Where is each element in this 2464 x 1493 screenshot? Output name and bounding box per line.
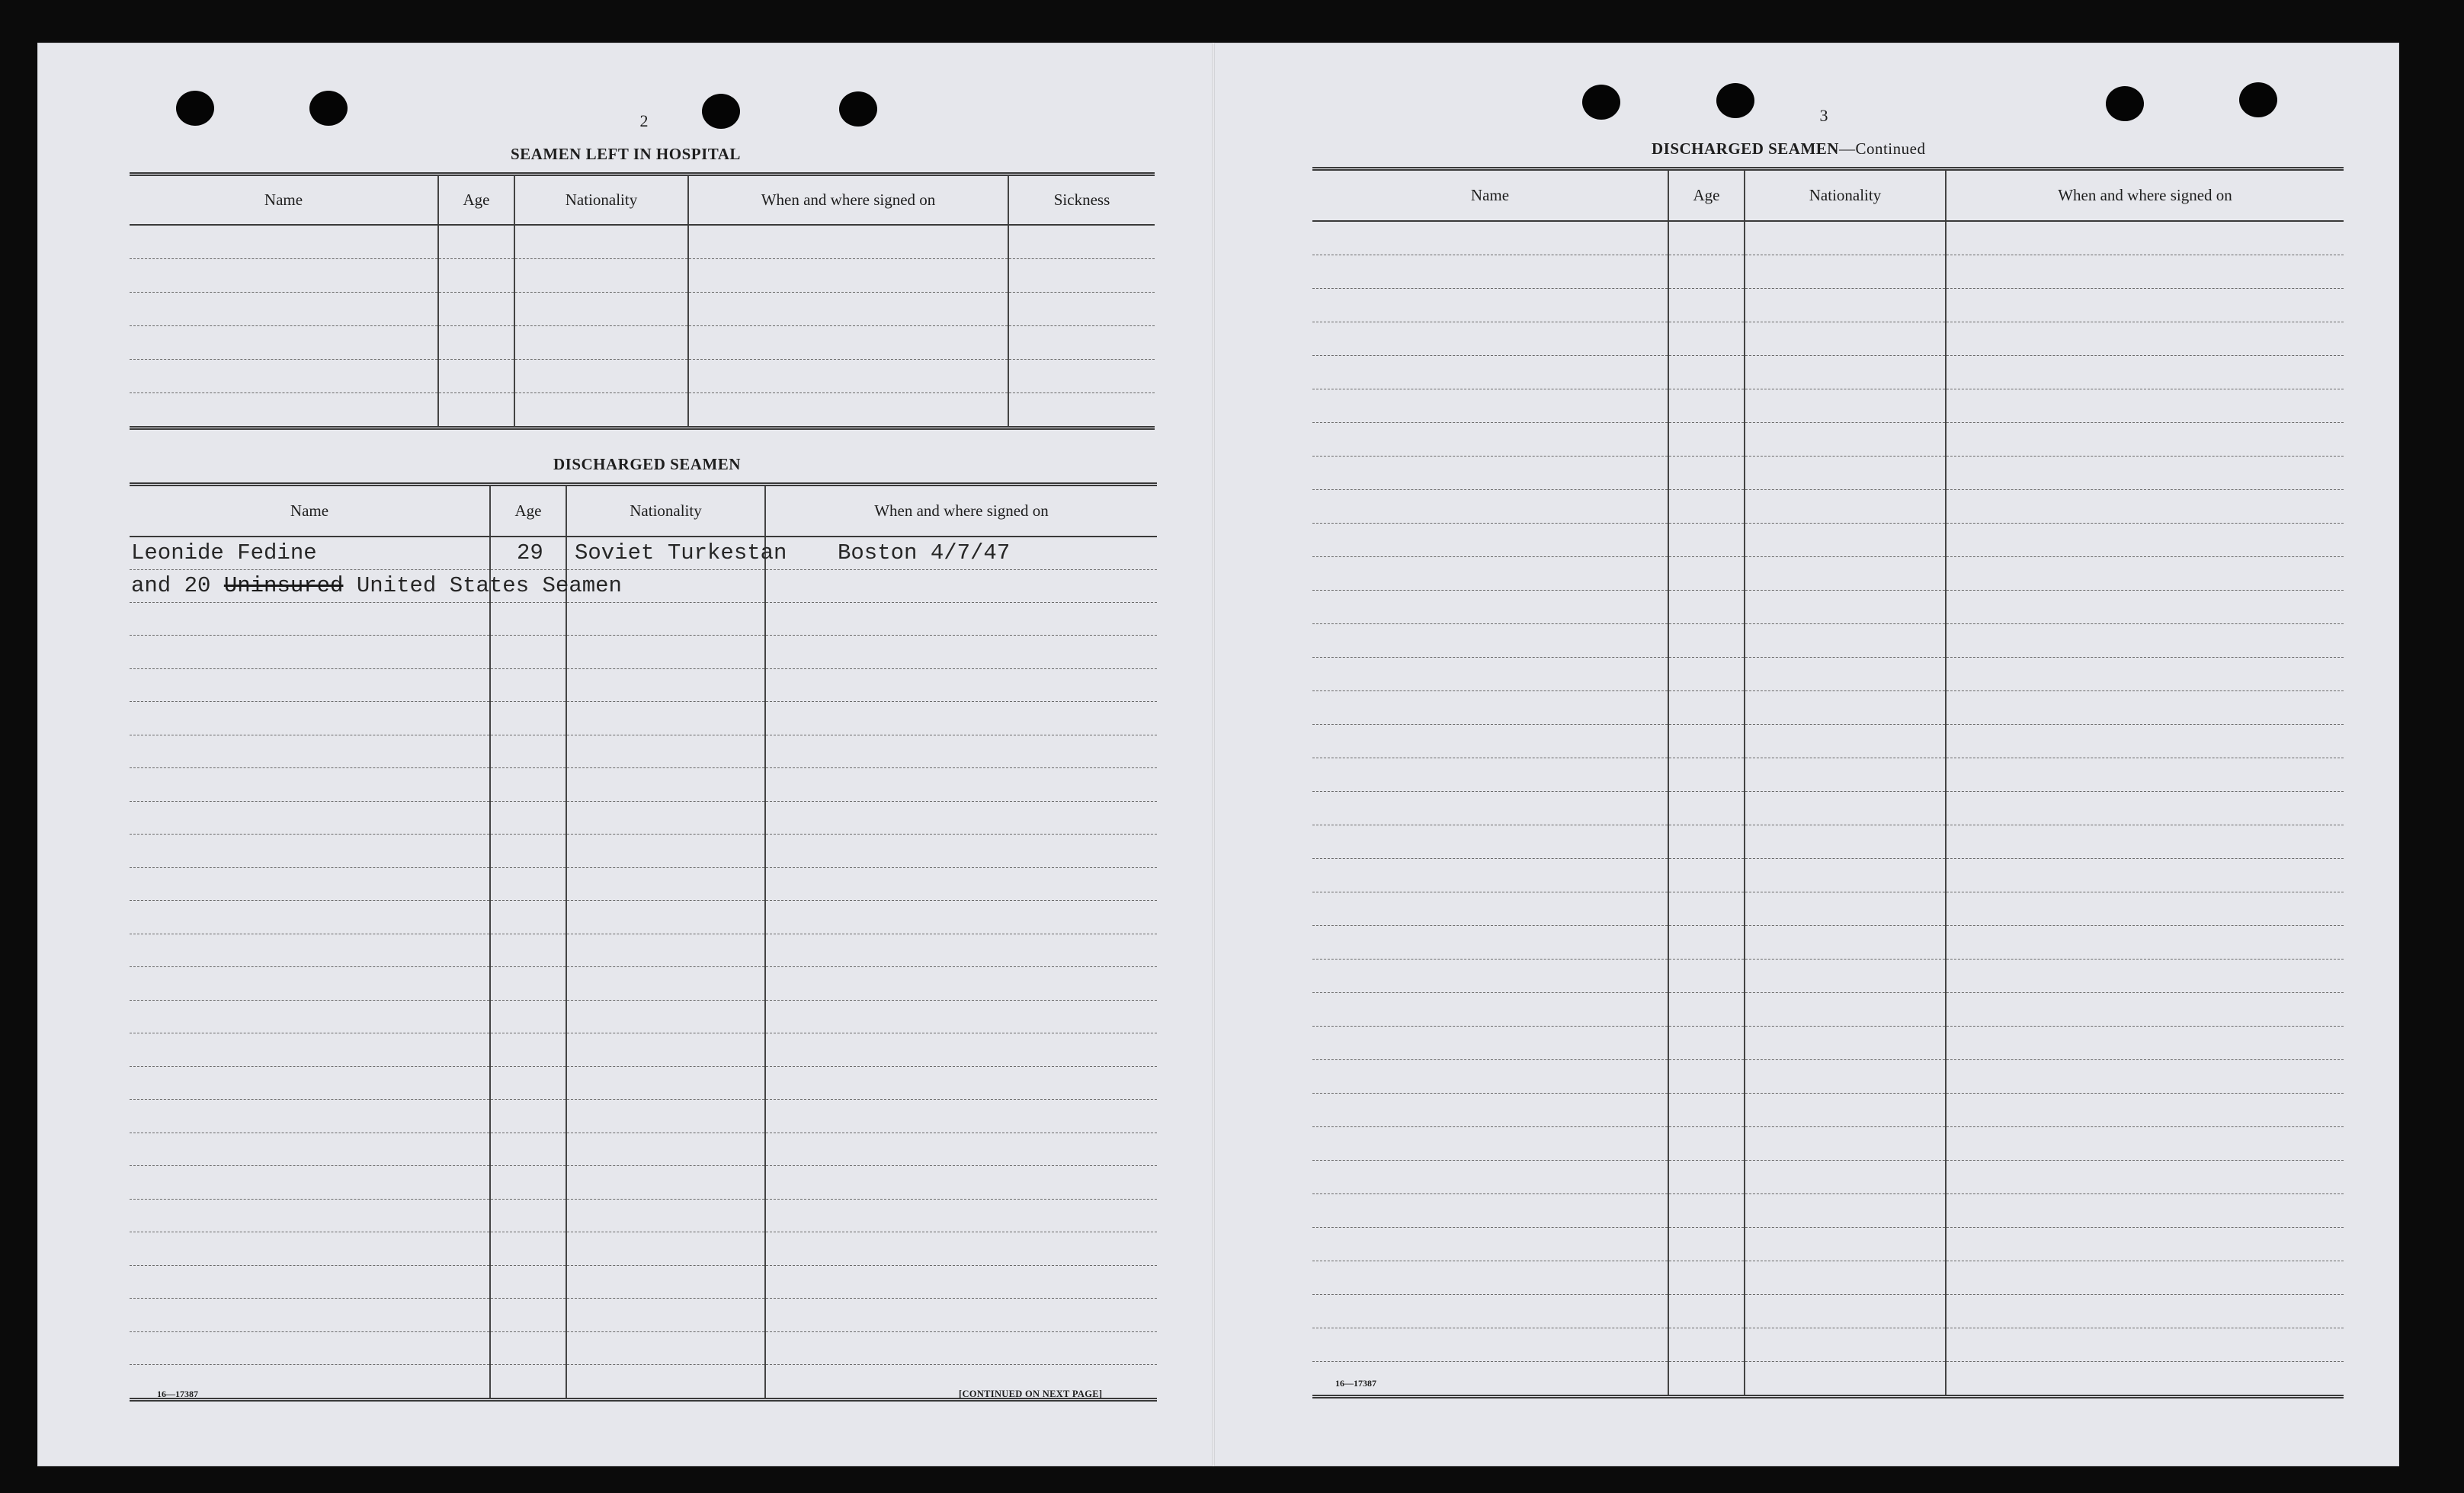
table-row <box>1312 623 2344 657</box>
col-header-nationality: Nationality <box>566 485 765 537</box>
seaman-signed-on: Boston 4/7/47 <box>838 540 1011 565</box>
page-number: 2 <box>639 111 649 130</box>
table-row <box>130 1066 1157 1100</box>
table-row <box>1312 1093 2344 1126</box>
table-row <box>130 537 1157 570</box>
table-row <box>1312 825 2344 858</box>
punch-hole <box>702 94 740 129</box>
col-header-name: Name <box>130 485 490 537</box>
table-row <box>1312 1059 2344 1093</box>
hospital-table <box>130 172 1155 430</box>
seaman-nationality: Soviet Turkestan <box>575 540 787 565</box>
table-row <box>1312 690 2344 724</box>
note-rest: United States Seamen <box>356 572 622 598</box>
table-row <box>1312 724 2344 758</box>
col-header-nationality: Nationality <box>514 175 688 225</box>
punch-hole <box>839 91 877 127</box>
table-row <box>130 735 1157 768</box>
table-row <box>1312 355 2344 389</box>
title-suffix: —Continued <box>1838 139 1926 158</box>
col-header-signed-on: When and where signed on <box>1946 169 2344 221</box>
table-row <box>130 901 1157 934</box>
page-fold <box>1212 43 1215 1466</box>
table-row <box>1312 556 2344 590</box>
table-row <box>130 325 1155 359</box>
punch-hole <box>1582 85 1620 120</box>
table-row <box>1312 892 2344 925</box>
table-row <box>1312 1026 2344 1059</box>
punch-hole <box>176 91 214 126</box>
punch-hole <box>2239 82 2277 117</box>
table-row <box>1312 389 2344 422</box>
table-row <box>130 801 1157 835</box>
table-row <box>1312 1294 2344 1328</box>
title-text: DISCHARGED SEAMEN <box>1652 139 1839 158</box>
table-row <box>130 1331 1157 1365</box>
col-header-age: Age <box>438 175 514 225</box>
table-row <box>130 1232 1157 1266</box>
punch-hole <box>309 91 348 126</box>
table-row <box>130 835 1157 868</box>
table-row <box>1312 288 2344 322</box>
table-row <box>130 1033 1157 1067</box>
hospital-section-title: SEAMEN LEFT IN HOSPITAL <box>511 145 741 163</box>
table-row <box>130 602 1157 636</box>
discharged-continued-table <box>1312 167 2344 1398</box>
table-row <box>1312 422 2344 456</box>
punch-hole <box>2106 86 2144 121</box>
table-row <box>1312 858 2344 892</box>
table-row <box>1312 657 2344 690</box>
table-row <box>130 359 1155 392</box>
continued-note: [CONTINUED ON NEXT PAGE] <box>959 1389 1103 1399</box>
table-row <box>130 1100 1157 1133</box>
table-row <box>130 967 1157 1001</box>
table-row <box>1312 590 2344 623</box>
struck-text: Uninsured <box>223 572 344 598</box>
page-number: 3 <box>1819 106 1828 125</box>
table-row <box>130 1000 1157 1033</box>
table-row <box>130 1133 1157 1166</box>
table-row <box>130 702 1157 735</box>
table-row <box>130 867 1157 901</box>
col-header-sickness: Sickness <box>1008 175 1155 225</box>
discharged-table <box>130 482 1157 1402</box>
table-row <box>1312 1328 2344 1361</box>
table-row <box>130 258 1155 292</box>
table-row <box>1312 1126 2344 1160</box>
table-row <box>130 1265 1157 1299</box>
table-row <box>1312 1361 2344 1396</box>
discharged-section-title: DISCHARGED SEAMEN <box>553 455 741 473</box>
seaman-name: Leonide Fedine <box>131 540 317 565</box>
col-header-age: Age <box>1668 169 1745 221</box>
table-row <box>1312 758 2344 791</box>
form-number: 16—17387 <box>157 1389 198 1399</box>
table-row <box>1312 1193 2344 1227</box>
table-row <box>130 225 1155 259</box>
discharge-note <box>131 573 622 598</box>
table-row <box>1312 1261 2344 1294</box>
table-row <box>1312 322 2344 355</box>
table-row <box>1312 255 2344 288</box>
table-row <box>130 392 1155 428</box>
table-row <box>130 292 1155 325</box>
col-header-signed-on: When and where signed on <box>765 485 1157 537</box>
table-row <box>130 1166 1157 1200</box>
table-row <box>1312 791 2344 825</box>
table-row <box>1312 221 2344 255</box>
table-row <box>130 668 1157 702</box>
table-row <box>1312 456 2344 489</box>
note-prefix: and 20 <box>131 572 211 598</box>
col-header-name: Name <box>1312 169 1668 221</box>
col-header-age: Age <box>490 485 566 537</box>
col-header-nationality: Nationality <box>1745 169 1946 221</box>
table-row <box>1312 992 2344 1026</box>
table-row <box>1312 925 2344 959</box>
table-row <box>1312 959 2344 992</box>
table-row <box>130 1199 1157 1232</box>
table-row <box>1312 523 2344 556</box>
table-row <box>1312 1160 2344 1193</box>
col-header-signed-on: When and where signed on <box>688 175 1008 225</box>
col-header-name: Name <box>130 175 438 225</box>
punch-hole <box>1716 83 1754 118</box>
discharged-continued-title <box>1652 139 1925 159</box>
table-row <box>130 636 1157 669</box>
form-number: 16—17387 <box>1335 1378 1376 1389</box>
table-row <box>130 569 1157 602</box>
seaman-age: 29 <box>517 540 543 565</box>
table-row <box>1312 489 2344 523</box>
table-row <box>130 768 1157 802</box>
table-row <box>130 934 1157 967</box>
table-row <box>1312 1227 2344 1261</box>
table-row <box>130 1299 1157 1332</box>
